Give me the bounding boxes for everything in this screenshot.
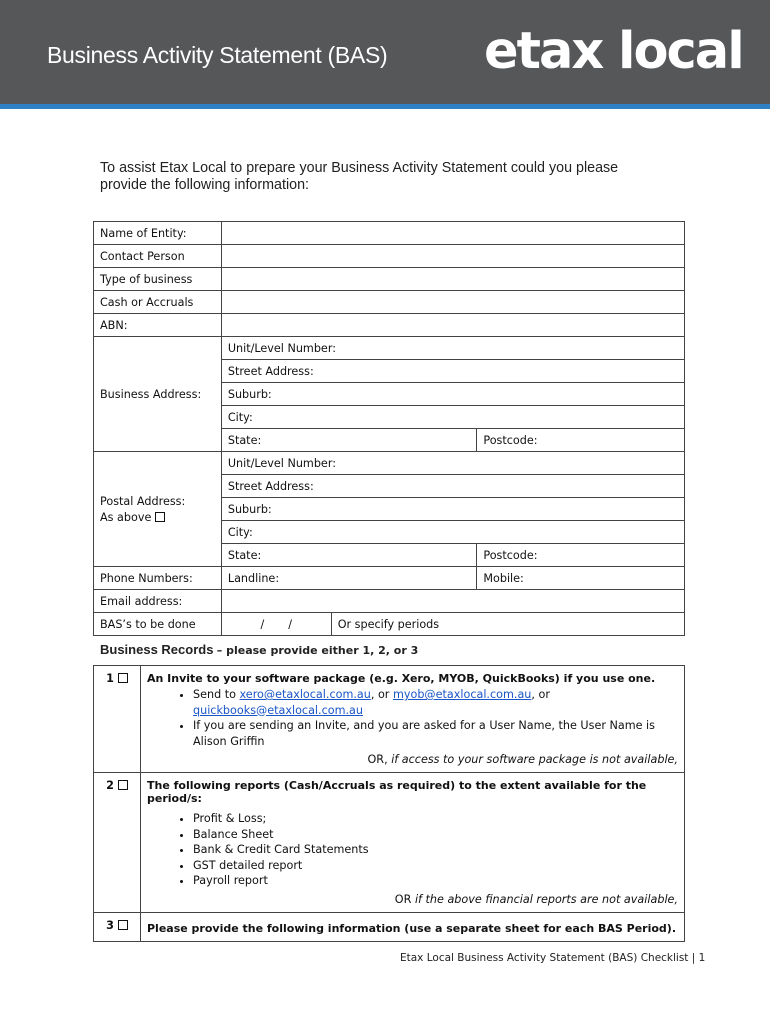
label-phone-numbers: Phone Numbers: (94, 567, 222, 590)
label-postal-address: Postal Address: (100, 494, 186, 508)
postal-street-address-field[interactable]: Street Address: (221, 475, 684, 498)
option-1-content (141, 666, 685, 773)
page-footer: Etax Local Business Activity Statement (BAS) Checklist | 1 (400, 952, 706, 964)
postal-city-field[interactable]: City: (221, 521, 684, 544)
date-separator: / (260, 617, 265, 631)
label-type-of-business: Type of business (94, 268, 222, 291)
label-email-address: Email address: (94, 590, 222, 613)
option-2-checkbox[interactable] (118, 780, 128, 790)
option-1-list (147, 687, 678, 749)
list-item: • GST detailed report (193, 858, 678, 874)
myob-email-link[interactable]: myob@etaxlocal.com.au (392, 688, 532, 701)
send-to-label: Send to (193, 688, 236, 701)
or-prefix: OR (394, 892, 412, 906)
name-of-entity-field[interactable] (221, 222, 684, 245)
option-3-content (141, 912, 685, 941)
list-item: • Payroll report (193, 873, 678, 889)
business-unit-level-field[interactable]: Unit/Level Number: (221, 337, 684, 360)
label-bas-to-be-done: BAS’s to be done (94, 613, 222, 636)
row-cash-or-accruals (94, 291, 685, 314)
option-2-list (147, 811, 678, 889)
option-2-selector[interactable] (94, 773, 141, 913)
or-text: if the above financial reports are not available, (414, 892, 678, 906)
email-address-field[interactable] (221, 590, 684, 613)
business-postcode-field[interactable]: Postcode: (477, 429, 685, 452)
cash-or-accruals-field[interactable] (221, 291, 684, 314)
contact-person-field[interactable] (221, 245, 684, 268)
row-name-of-entity (94, 222, 685, 245)
label-abn: ABN: (94, 314, 222, 337)
business-records-heading (100, 642, 418, 657)
entity-info-table (93, 221, 685, 636)
row-abn (94, 314, 685, 337)
document-title: Business Activity Statement (BAS) (47, 42, 388, 68)
label-as-above: As above (100, 510, 152, 524)
option-3-checkbox[interactable] (118, 920, 128, 930)
header-accent-stripe (0, 104, 770, 109)
option-number: 2 (106, 779, 114, 792)
etax-local-logo: etax local (484, 22, 743, 81)
label-contact-person: Contact Person (94, 245, 222, 268)
list-item: • If you are sending an Invite, and you are asked for a User Name, the User Name is Alison Griffin (193, 718, 678, 749)
label-cash-or-accruals: Cash or Accruals (94, 291, 222, 314)
list-item: • Profit & Loss; (193, 811, 678, 827)
option-2-or-line (147, 893, 678, 906)
postal-address-cell (94, 452, 222, 567)
option-1-or-line (147, 753, 678, 766)
business-street-address-field[interactable]: Street Address: (221, 360, 684, 383)
row-type-of-business (94, 268, 685, 291)
option-1-title: An Invite to your software package (e.g. Xero, MYOB, QuickBooks) if you use one. (147, 672, 656, 685)
business-records-title: Business Records (100, 642, 214, 657)
landline-field[interactable]: Landline: (221, 567, 477, 590)
option-2-title: The following reports (Cash/Accruals as required) to the extent available for the period/s: (147, 779, 647, 805)
or-text: if access to your software package is not available, (391, 753, 678, 766)
business-records-table (93, 665, 685, 942)
label-name-of-entity: Name of Entity: (94, 222, 222, 245)
business-state-field[interactable]: State: (221, 429, 477, 452)
business-suburb-field[interactable]: Suburb: (221, 383, 684, 406)
business-city-field[interactable]: City: (221, 406, 684, 429)
mobile-field[interactable]: Mobile: (477, 567, 685, 590)
quickbooks-email-link[interactable]: quickbooks@etaxlocal.com.au (193, 703, 363, 717)
row-contact-person (94, 245, 685, 268)
option-1-selector[interactable] (94, 666, 141, 773)
or-separator: , or (370, 688, 390, 701)
list-item: • Bank & Credit Card Statements (193, 842, 678, 858)
postal-suburb-field[interactable]: Suburb: (221, 498, 684, 521)
record-option-3 (94, 912, 685, 941)
intro-text: To assist Etax Local to prepare your Business Activity Statement could you please provide the following information: (100, 160, 619, 193)
xero-email-link[interactable]: xero@etaxlocal.com.au (239, 688, 371, 701)
as-above-checkbox[interactable] (155, 512, 165, 522)
option-1-checkbox[interactable] (118, 673, 128, 683)
abn-field[interactable] (221, 314, 684, 337)
postal-postcode-field[interactable]: Postcode: (477, 544, 685, 567)
option-3-selector[interactable] (94, 912, 141, 941)
option-number: 1 (106, 672, 114, 685)
business-records-subtitle: – please provide either 1, 2, or 3 (216, 644, 419, 657)
record-option-2 (94, 773, 685, 913)
postal-state-field[interactable]: State: (221, 544, 477, 567)
bas-date-field[interactable] (221, 613, 331, 636)
type-of-business-field[interactable] (221, 268, 684, 291)
as-above-option[interactable] (100, 511, 215, 524)
specify-periods-field[interactable]: Or specify periods (331, 613, 684, 636)
label-business-address: Business Address: (94, 337, 222, 452)
date-separator: / (288, 617, 293, 631)
option-2-content (141, 773, 685, 913)
record-option-1 (94, 666, 685, 773)
postal-unit-level-field[interactable]: Unit/Level Number: (221, 452, 684, 475)
list-item: • Balance Sheet (193, 827, 678, 843)
option-3-title: Please provide the following information (use a separate sheet for each BAS Period). (147, 921, 677, 935)
option-number: 3 (106, 918, 114, 932)
or-prefix: OR, (367, 753, 388, 766)
or-trailing: , or (531, 688, 550, 701)
list-item (193, 687, 678, 718)
